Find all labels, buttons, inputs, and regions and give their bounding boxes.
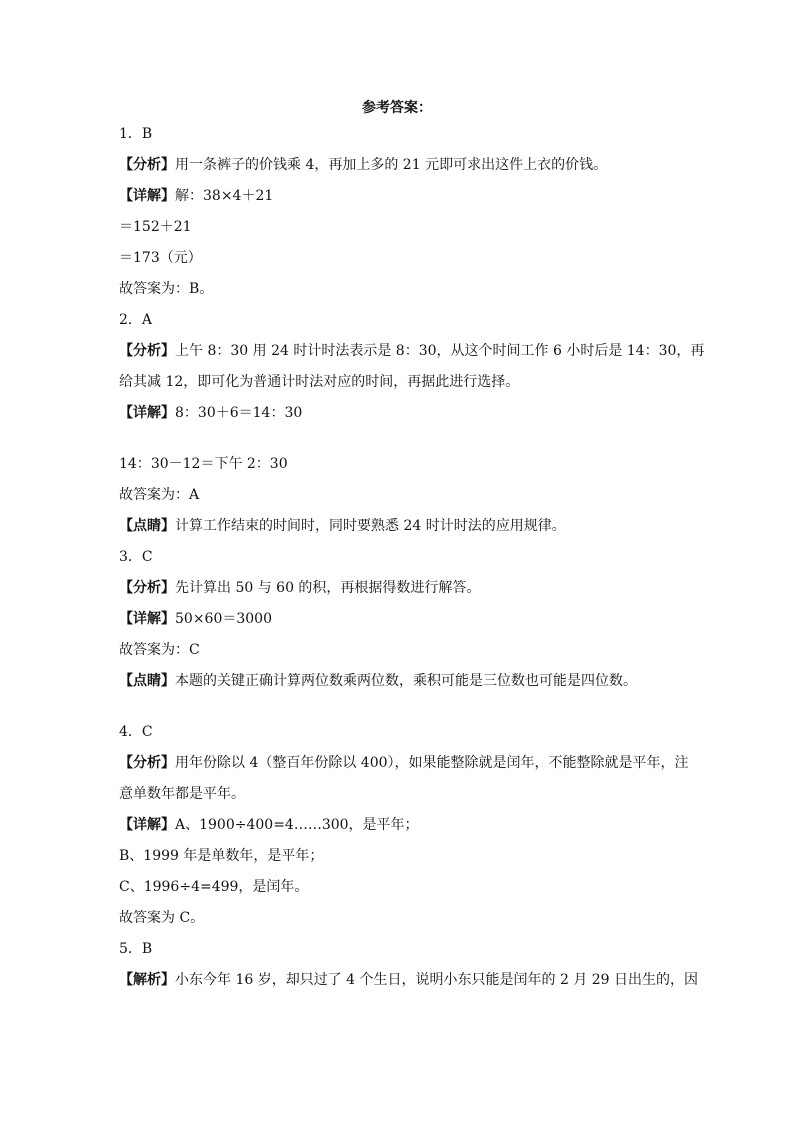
analysis-tag: 【解析】 xyxy=(119,972,175,988)
q4-analysis-text1: 用年份除以 4（整百年份除以 400），如果能整除就是闰年，不能整除就是平年，注 xyxy=(175,755,689,771)
q2-analysis-text1: 上午 8：30 用 24 时计时法表示是 8：30，从这个时间工作 6 小时后是 14：30，再 xyxy=(175,343,705,359)
q4-step2: C、1996÷4=499，是闰年。 xyxy=(119,879,309,895)
q3-answer: 故答案为：C xyxy=(119,642,200,658)
spacer xyxy=(119,702,679,722)
q2-number: 2．A xyxy=(119,312,153,328)
q4-answer: 故答案为 C。 xyxy=(119,910,205,926)
comment-tag: 【点睛】 xyxy=(119,518,175,534)
q5-analysis-text1: 小东今年 16 岁，却只过了 4 个生日，说明小东只能是闰年的 2 月 29 日出生的，因 xyxy=(175,972,699,988)
q4-number: 4．C xyxy=(119,724,153,740)
q1-analysis xyxy=(119,155,679,175)
analysis-tag: 【分析】 xyxy=(119,157,175,173)
q1-answer: 故答案为：B。 xyxy=(119,281,214,297)
q3-comment xyxy=(119,671,679,691)
q1-detail xyxy=(119,186,679,206)
q2-detail-text: 8：30＋6＝14：30 xyxy=(175,405,303,421)
q2-analysis-line1 xyxy=(119,341,705,361)
q3-comment-text: 本题的关键正确计算两位数乘两位数，乘积可能是三位数也可能是四位数。 xyxy=(175,673,637,689)
q4-analysis-line1 xyxy=(119,753,689,773)
q2-answer: 故答案为：A xyxy=(119,487,200,503)
q4-analysis-line2: 意单数年都是平年。 xyxy=(119,786,245,802)
analysis-tag: 【分析】 xyxy=(119,580,175,596)
q3-detail-text: 50×60＝3000 xyxy=(175,611,272,627)
q1-step1: ＝152＋21 xyxy=(119,219,192,235)
q3-detail xyxy=(119,609,679,629)
detail-tag: 【详解】 xyxy=(119,611,175,627)
detail-tag: 【详解】 xyxy=(119,817,175,833)
detail-tag: 【详解】 xyxy=(119,405,175,421)
q5-number: 5．B xyxy=(119,941,153,957)
q2-detail xyxy=(119,403,679,423)
q2-analysis-line2: 给其减 12，即可化为普通计时法对应的时间，再据此进行选择。 xyxy=(119,374,520,390)
q5-analysis-line1 xyxy=(119,970,699,990)
q4-step1: B、1999 年是单数年，是平年； xyxy=(119,848,324,864)
q1-analysis-text: 用一条裤子的价钱乘 4，再加上多的 21 元即可求出这件上衣的价钱。 xyxy=(175,157,608,173)
q3-analysis-text: 先计算出 50 与 60 的积，再根据得数进行解答。 xyxy=(175,580,481,596)
spacer xyxy=(119,434,679,454)
q4-detail-text: A、1900÷400=4……300，是平年； xyxy=(175,817,419,833)
comment-tag: 【点睛】 xyxy=(119,673,175,689)
page-title: 参考答案： xyxy=(362,100,432,116)
q2-comment xyxy=(119,516,679,536)
analysis-tag: 【分析】 xyxy=(119,755,175,771)
q4-detail xyxy=(119,815,679,835)
answer-content xyxy=(119,124,705,1001)
analysis-tag: 【分析】 xyxy=(119,343,175,359)
q3-number: 3．C xyxy=(119,549,153,565)
detail-tag: 【详解】 xyxy=(119,188,175,204)
q2-step1: 14：30－12＝下午 2：30 xyxy=(119,456,288,472)
q1-step2: ＝173（元） xyxy=(119,250,202,266)
q1-number: 1．B xyxy=(119,126,153,142)
q3-analysis xyxy=(119,578,679,598)
q2-comment-text: 计算工作结束的时间时，同时要熟悉 24 时计时法的应用规律。 xyxy=(175,518,566,534)
q1-detail-text: 解：38×4＋21 xyxy=(175,188,274,204)
